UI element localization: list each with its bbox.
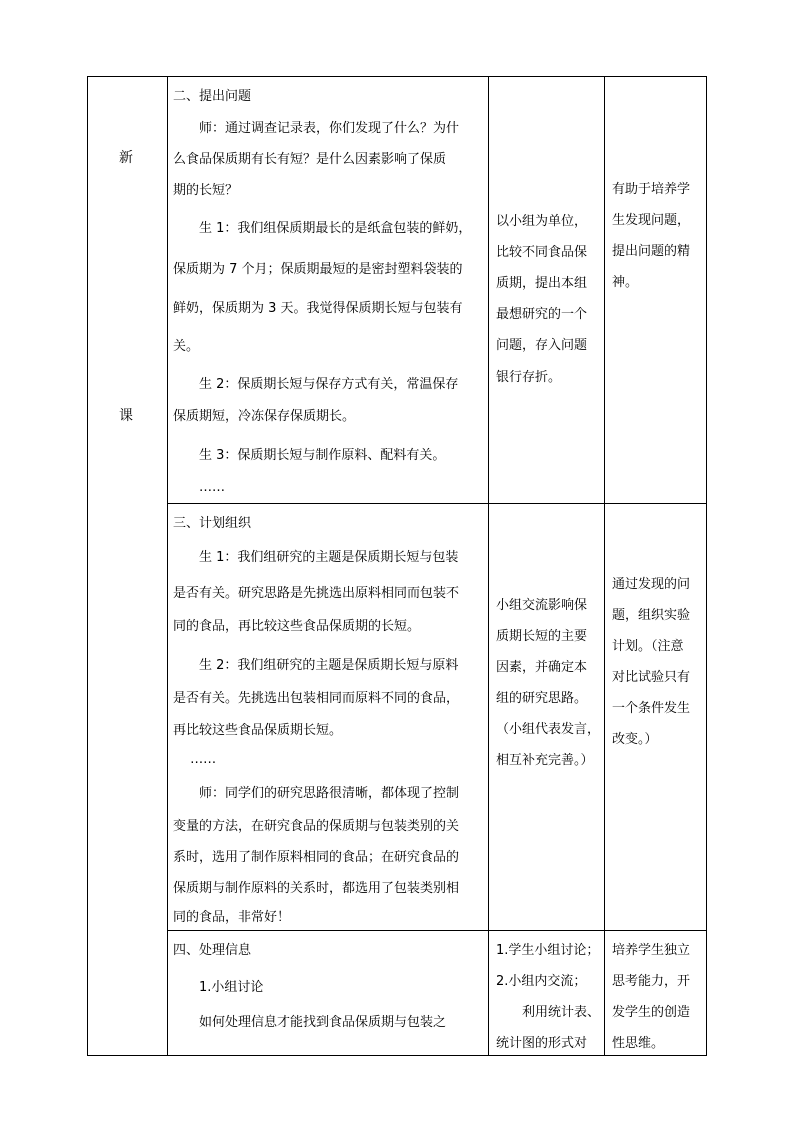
- text-line: 系时，选用了制作原料相同的食品；在研究食品的: [173, 850, 460, 865]
- student-activity-line: 银行存折。: [496, 370, 562, 385]
- student-activity-line: （小组代表发言，: [496, 722, 601, 737]
- table-right-border: [706, 76, 707, 1056]
- text-line: 再比较这些食品保质期长短。: [173, 723, 343, 738]
- intent-line: 生发现问题，: [612, 213, 691, 228]
- intent-line: 题，组织实验: [612, 608, 691, 623]
- side-label-ke: 课: [119, 408, 133, 424]
- text-line: 保质期与制作原料的关系时，都选用了包装类别相: [173, 881, 460, 896]
- text-line: 鲜奶，保质期为 3 天。我觉得保质期长短与包装有: [173, 301, 463, 316]
- text-line: 生 1：我们组保质期最长的是纸盒包装的鲜奶，: [173, 221, 472, 236]
- text-line: 变量的方法，在研究食品的保质期与包装类别的关: [173, 819, 460, 834]
- ellipsis: ……: [173, 752, 217, 767]
- section-title: 三、计划组织: [173, 516, 252, 531]
- student-activity-line: 问题，存入问题: [496, 338, 588, 353]
- text-line: 是否有关。研究思路是先挑选出原料相同而包装不: [173, 586, 460, 601]
- intent-line: 对比试验只有: [612, 670, 691, 685]
- student-activity-line: 以小组为单位，: [496, 214, 588, 229]
- student-activity-line: 最想研究的一个: [496, 307, 588, 322]
- text-line: 保质期短，冷冻保存保质期长。: [173, 409, 356, 424]
- intent-line: 思考能力，开: [612, 974, 691, 989]
- section-title: 四、处理信息: [173, 943, 252, 958]
- text-line: 保质期为 7 个月；保质期最短的是密封塑料袋装的: [173, 262, 463, 277]
- student-activity-line: 质期长短的主要: [496, 629, 588, 644]
- col-divider-2: [488, 76, 489, 1056]
- table-left-border: [87, 76, 88, 1056]
- intent-line: 通过发现的问: [612, 577, 691, 592]
- student-activity-line: 比较不同食品保: [496, 245, 588, 260]
- intent-line: 计划。（注意: [612, 639, 684, 654]
- text-line: 师：通过调查记录表，你们发现了什么？为什: [173, 121, 460, 136]
- intent-line: 有助于培养学: [612, 182, 691, 197]
- intent-line: 改变。）: [612, 732, 658, 747]
- table-top-border: [87, 76, 707, 77]
- text-line: 生 1：我们组研究的主题是保质期长短与包装: [173, 550, 459, 565]
- intent-line: 提出问题的精: [612, 244, 691, 259]
- text-line: 生 2：我们组研究的主题是保质期长短与原料: [173, 658, 459, 673]
- text-line: 期的长短？: [173, 183, 239, 198]
- student-activity-line: 利用统计表、: [496, 1005, 601, 1020]
- col-divider-1: [167, 76, 168, 1056]
- row-divider-2: [167, 930, 707, 931]
- student-activity-line: 组的研究思路。: [496, 691, 588, 706]
- text-line: 师：同学们的研究思路很清晰，都体现了控制: [173, 786, 460, 801]
- student-activity-line: 相互补充完善。）: [496, 753, 594, 768]
- text-line: 同的食品，非常好！: [173, 910, 291, 925]
- text-line: 1.小组讨论: [173, 980, 264, 995]
- text-line: 如何处理信息才能找到食品保质期与包装之: [173, 1015, 447, 1030]
- row-divider-1: [167, 503, 707, 504]
- student-activity-line: 2.小组内交流；: [496, 974, 587, 989]
- ellipsis: ……: [173, 480, 226, 495]
- text-line: 么食品保质期有长有短？是什么因素影响了保质: [173, 152, 447, 167]
- text-line: 是否有关。先挑选出包装相同而原料不同的食品，: [173, 691, 460, 706]
- side-label-xin: 新: [119, 150, 133, 166]
- text-line: 同的食品，再比较这些食品保质期的长短。: [173, 619, 421, 634]
- col-divider-3: [604, 76, 605, 1056]
- table-bottom-border: [87, 1055, 707, 1056]
- student-activity-line: 质期，提出本组: [496, 276, 588, 291]
- student-activity-line: 因素，并确定本: [496, 660, 588, 675]
- student-activity-line: 统计图的形式对: [496, 1036, 588, 1051]
- section-title: 二、提出问题: [173, 89, 252, 104]
- intent-line: 性思维。: [612, 1036, 665, 1051]
- intent-line: 培养学生独立: [612, 943, 691, 958]
- text-line: 生 3：保质期长短与制作原料、配料有关。: [173, 448, 446, 463]
- student-activity-line: 1.学生小组讨论；: [496, 943, 600, 958]
- student-activity-line: 小组交流影响保: [496, 598, 588, 613]
- text-line: 生 2：保质期长短与保存方式有关，常温保存: [173, 377, 459, 392]
- intent-line: 发学生的创造: [612, 1005, 691, 1020]
- intent-line: 神。: [612, 275, 639, 290]
- intent-line: 一个条件发生: [612, 701, 691, 716]
- text-line: 关。: [173, 339, 200, 354]
